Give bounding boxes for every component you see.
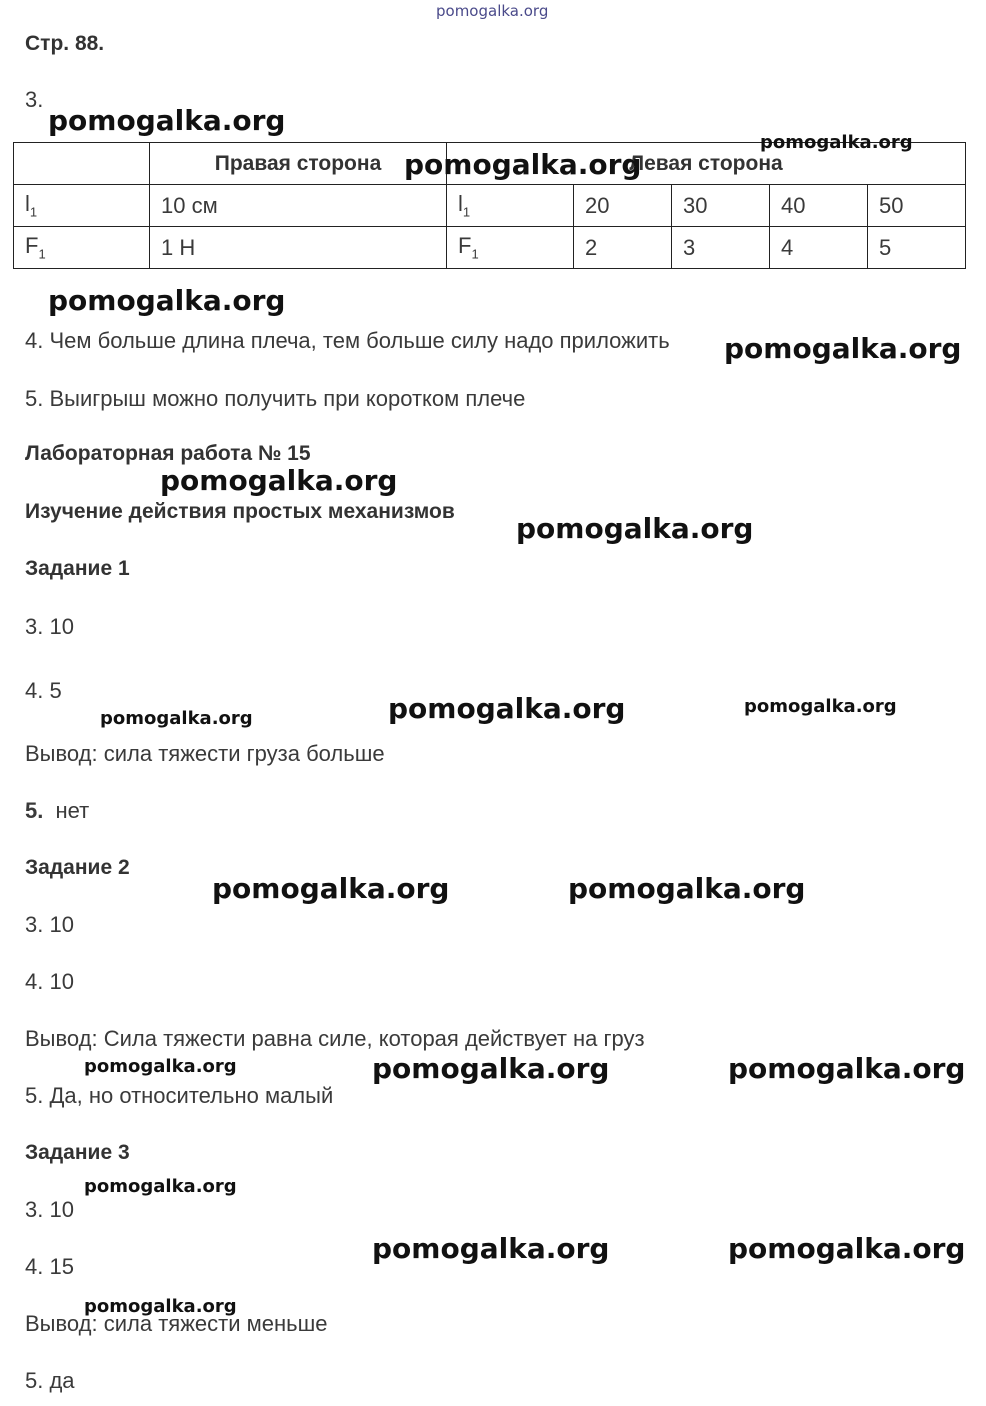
task-2-item-4: 4. 10	[25, 969, 74, 994]
task-1-title: Задание 1	[25, 557, 130, 580]
task-3-item-4: 4. 15	[25, 1254, 74, 1279]
watermark: pomogalka.org	[568, 872, 806, 905]
task-2-title: Задание 2	[25, 856, 130, 879]
answer-5: 5. Выигрыш можно получить при коротком плече	[25, 386, 526, 411]
table-cell-label: $l_1$	[447, 185, 574, 227]
lab-subtitle: Изучение действия простых механизмов	[25, 500, 455, 523]
watermark: pomogalka.org	[404, 148, 642, 181]
watermark: pomogalka.org	[372, 1052, 610, 1085]
task-2-conclusion: Вывод: Сила тяжести равна силе, которая действует на груз	[25, 1026, 645, 1051]
watermark: pomogalka.org	[48, 284, 286, 317]
watermark: pomogalka.org	[516, 512, 754, 545]
table-cell-label: $F_1$	[447, 227, 574, 269]
table-cell-value: 5	[868, 227, 966, 269]
table-cell-value: 3	[672, 227, 770, 269]
table-cell-label: $F_1$	[14, 227, 150, 269]
watermark: pomogalka.org	[100, 708, 253, 729]
task-1-conclusion: Вывод: сила тяжести груза больше	[25, 741, 385, 766]
answer-4: 4. Чем больше длина плеча, тем больше силу надо приложить	[25, 328, 670, 353]
watermark: pomogalka.org	[212, 872, 450, 905]
watermark: pomogalka.org	[160, 464, 398, 497]
table-cell-empty	[14, 143, 150, 185]
table-row-force	[14, 227, 966, 269]
task-1-item-4: 4. 5	[25, 678, 62, 703]
watermark: pomogalka.org	[760, 132, 913, 153]
task-2-item-5: 5. Да, но относительно малый	[25, 1083, 334, 1108]
item-5-number: 5.	[25, 798, 44, 823]
table-cell-value: 2	[574, 227, 672, 269]
page-reference: Стр. 88.	[25, 32, 105, 55]
watermark-top: pomogalka.org	[436, 2, 549, 20]
table-cell-value: 50	[868, 185, 966, 227]
table-cell-value: 4	[770, 227, 868, 269]
task-3-title: Задание 3	[25, 1141, 130, 1164]
task-1-item-3: 3. 10	[25, 614, 74, 639]
question-3-label: 3.	[25, 87, 44, 112]
watermark: pomogalka.org	[84, 1296, 237, 1317]
watermark: pomogalka.org	[84, 1176, 237, 1197]
watermark: pomogalka.org	[388, 692, 626, 725]
lab-title: Лабораторная работа № 15	[25, 442, 311, 465]
table-cell-value: 1 Н	[150, 227, 447, 269]
table-row-length	[14, 185, 966, 227]
table-cell-value: 40	[770, 185, 868, 227]
watermark: pomogalka.org	[728, 1232, 966, 1265]
watermark: pomogalka.org	[724, 332, 962, 365]
table-cell-value: 20	[574, 185, 672, 227]
task-3-item-5: 5. да	[25, 1368, 75, 1393]
watermark: pomogalka.org	[84, 1056, 237, 1077]
table-cell-value: 10 см	[150, 185, 447, 227]
watermark: pomogalka.org	[728, 1052, 966, 1085]
left-side-header: Левая сторона	[447, 143, 966, 185]
watermark: pomogalka.org	[372, 1232, 610, 1265]
task-3-conclusion: Вывод: сила тяжести меньше	[25, 1311, 328, 1336]
watermark: pomogalka.org	[48, 104, 286, 137]
table-cell-value: 30	[672, 185, 770, 227]
task-3-item-3: 3. 10	[25, 1197, 74, 1222]
watermark: pomogalka.org	[744, 696, 897, 717]
task-2-item-3: 3. 10	[25, 912, 74, 937]
right-side-header: Правая сторона	[150, 143, 447, 185]
table-cell-label: $l_1$	[14, 185, 150, 227]
item-5-answer: нет	[55, 798, 90, 823]
task-1-item-5	[25, 798, 89, 824]
